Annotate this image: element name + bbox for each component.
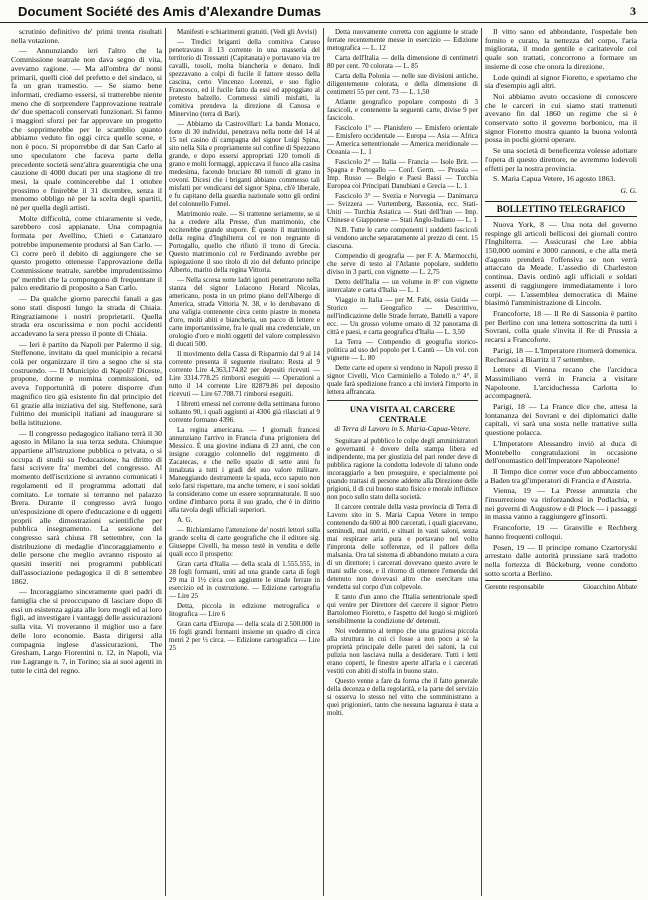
article-paragraph: Atlante geografico popolare composto di 3 fascicoli, e contenente la seguenti carte, divise 9 per fascicolo. [327,98,478,122]
page-number: 3 [630,3,636,18]
article-paragraph: — Abbiamo da Castrovillari: La banda Monaco, forte di 30 individui, penetrava nella notte del 14 al 15 nel casino di campagna del signor Luigi Spina, sito nella Sila e propriamente sul confine di Spezzano grande, e dopo essersi appropriati 120 tomoli di grano e molti formaggi, appiccava il fuoco alla casina medesima, facendo bruciare 80 tomoli di grano in covoni. Dicesi che i briganti abbiano commesso tali misfatti per vendicarsi del signor Spina, ch'è liberale, e fu capitano della guardia nazionale sotto gli ordini del colonnello Fumel. [169,120,320,208]
article-paragraph: Lode quindi al signor Fioretto, e speriamo che sia d'esempio agli altri. [485,72,637,91]
article-paragraph: Vienna, 19 — La Presse annunzia che l'insurrezione va rinforzandosi in Podlachia, e nei governi di Augustow e di Plock — i passaggi in massa vanno a raggiungere gl'insorti. [485,486,637,522]
column-3 [324,28,482,896]
article-paragraph: Noi abbiamo avuto occasione di conoscere che le carceri in cui siamo stati trattenuti avevano fin dal 1860 un regime che si è conservato sotto il governo borbonico, ma il signor Fioretto mostra quanto la buona volontà possa in pochi giorni operare. [485,91,637,145]
page-footer [485,580,637,591]
article-paragraph: Dette carte ed opere si vendono in Napoli presso il signor Civelli, Vico Carminiello a Toledo n.° 4°, il quale farà spedizione franco a chi invierà l'importo in lettera affrancata. [327,364,478,396]
article-paragraph: Detta nuovamente corretta con aggiunte le strade ferrate recentemente messe in esercizio — Edizione metografica — L. 12 [327,28,478,52]
article-paragraph: La Terra — Compendio di geografia storico-politica ad uso del popolo per I. Cantù — Un vol. con vignette — L. 80 [327,338,478,362]
article-paragraph: Noi vedemmo al tempo che una graziosa piccola alla struttura in cui ci fosse a non poco a sè la proprietà principale delle pareti dei saloni, la cui pulizia non lasciava nulla a desiderare. Tutti i letti erano coperti, le finestre aperte all'aria e i carcerati vestiti con abiti di stoffa in buono stato. [327,627,478,675]
article-paragraph: Compendio di geografia — per F. A. Marmocchi, che serve di testo al l'Atlante popolare, suddetto diviso in 3 parti, con vignette — L. 2,75 [327,252,478,276]
section-subtitle: di Terra di Lavoro in S. Maria-Capua-Vetere. [334,424,471,433]
article-paragraph: La regina americana. — I giornali francesi annunziano l'arrivo in Francia d'una prigioniera del Messico. È una giovine indiana di 23 anni, che con insigne coraggio colonnello del reggimento di Zacatecas, e che nello spazio di sette anni fu innalzata a tutti i gradi del suo valore militare. Maneggiando destramente la spada, ecco saputo non solo farsi rispettare, ma anche temere, e i suoi soldati la considerano come un essere soprannaturale. Il suo ordine d'imbarco porta il suo grado, che è in diritto alla tavola degli ufficiali superiori. [169,426,320,514]
article-paragraph: — Richiamiamo l'attenzione de' nostri lettori sulla grande scelta di carte geografiche che il editore sig. Giuseppe Civelli, ha messo testè in vendita e delle quali ecco il prospetto: [169,526,320,558]
article-paragraph: Il movimento della Cassa di Risparmio dal 9 al 14 corrente presenta il seguente risultato: Resta al 9 corrente Lire 4,363,174.82 per depositi ricevuti — Lire 3314.778.25 rimborsi eseguiti — Operazioni a tutto il 14 corrente Lire 82879.86 pel deposito ricevuti — Lire 67.708.71 rimborsi eseguiti. [169,350,320,398]
article-paragraph: Il vitto sano ed abbondante, l'ospedale ben fornito e curato, la nettezza del corpo, l'aria migliorata, il modo gentile e caritatevole col quale son trattati, concorrono a formare un insieme di cose che onora la direzione. [485,28,637,71]
article-paragraph: Viaggio in Italia — per M. Fabi, ossia Guida — Storico — Geografico — Descrittivo, nell'indicazione delle Strade ferrate, Battelli a vapore ecc. — Un grosso volume ornato di 32 panorama di città e paesi, e carta geografica d'Italia — L. 3,50 [327,296,478,336]
column-2 [166,28,324,896]
article-paragraph: Fascicolo 1° — Planisfero — Emisfero orientale — Emisfero occidentale — Europa — Asia — Africa — America settentrionale — America meridionale — Oceania — L. 1 [327,124,478,156]
article-paragraph: N.B. Tutte le carte componenti i suddetti fascicoli si vendono anche separatamente al prezzo di cent. 15 ciascuna. [327,226,478,250]
section-title: UNA VISITA AL CARCERE CENTRALE [349,404,456,424]
article-paragraph: — Incoraggiamo sinceramente quei padri di famiglia che si preoccupano di lasciare dopo di essi un esistenza agiata alle loro mogli ed ai loro figli, ad investigare i vantaggi delle assicurazioni sulla vita. Vi troveranno il miglior uso a fare delle loro economie. Basta dirigersi alla compagnia inglese d'assicurazioni, The Gresham, Largo Fiorentini n. 12, in Napoli, via rue Lagrange n. 7, in Torino; sia ai suoi agenti in tutte le città del regno. [11,587,162,675]
article-paragraph: A. G. [177,516,193,524]
article-paragraph: — Da qualche giorno parecchi fanali a gas sono stati disposti lungo la strada di Chiaia. Ringraziamone i nostri proprietarii. Quella strada era oscurissima e non pochi accidenti accadevano la sera presso il ponte di Chiaia. [11,294,162,338]
article-paragraph: Parigi, 18 — L'Imperatore ritornerà domenica. Recherassi a Biarritz il 7 settembre. [485,345,637,364]
article-paragraph: Questo venne a fare da forma che il fatto generale della decenza e della regolarità, e la parte del servizio si osserva lo stesso nel vitto che somministrano a quei prigionieri, tanto che nessuna lagnanza è stata a molti. [327,677,478,717]
article-paragraph: — Tredici briganti della comitiva Caruso penetravano il 13 corrente in una masseria del territorio di Tressanti (Capitanata) e portavano via tre cavalli, tosoli, molta biancheria e denaro. Indi spezzavano a colpi di fucile il fattore stesso della cascina, certo Vincenzo Lorenzi, e suo figlio Francesco, ed il fucile fatto da essi ed appoggiato al pretesto balzello. Commessi simili misfatti, la comitiva prendeva la direzione di Canosa e Minervino (terra di Bari). [169,38,320,118]
column-1 [8,28,166,896]
article-paragraph: Il Tempo dice correr voce d'un abboccamento a Baden tra gl'imperatori di Francia e d'Austria. [485,466,637,485]
column-4 [482,28,640,896]
article-paragraph: — Ieri è partito da Napoli per Palermo il sig. Steffenone, invitato da quel municipio a recarsi colà per organizzare il tiro a segno che si sta costruendo. — Il Municipio di Napoli? Diceste, propone, dorme e nomina commissioni, ed aveva l'opportunità di potere disporre d'un magnifico tiro già esistente fin dal principio del 61 grazie alla iniziativa del sig. Steffenone, sarà l'ultimo dei municipii italiani ad inaugurare si bella istituzione. [11,339,162,427]
article-paragraph: Il carcere centrale della vasta provincia di Terra di Lavoro sito in S. Maria Capua Vetere in tempo contenendo da 600 ai 800 carcerati, i quali giacevano, seminudi, mal nutriti, e situati in vasti saloni, senza mai respirare aria pura e portavano nel volto l'impronta delle sofferenze, ed il pallore della malsania. Ora tal sistema di abbandono mutato a cura di un direttore; i carcerati dovevano questo avere le mani sulle cose, e il ritorno di ottenere l'emenda del detenuto non dovevasi altro che esercitare una vendetta sul corpo d'un colpevole. [327,503,478,591]
article-paragraph: Detta, piccola in edizione metrografica e litografica — Lire 6 [169,602,320,618]
article-paragraph: E tanto d'un anno che l'Italia settentrionale spedì qui venire per Direttore del carcere il signor Pietro Bartolomeo Fioretto, e l'aspetto del luogo si migliorò sensibilmente la condizione de' detenuti. [327,593,478,625]
article-paragraph: Parigi, 18 — La France dice che, attesa la lontananza dei Sovrani e dei diplomatici dalle capitali, vi sarà una sosta nelle trattative sulla questione polacca. [485,402,637,438]
article-paragraph: Manifesti e schiarimenti gratuiti. (Vedi gli Avvisi) [177,28,317,36]
article-paragraph: Posen, 19 — Il principe romano Czartoryski arrestato dalle autorità prussiane sarà tradotto nella fortezza di Bückeburg, venne condotto sotto scorta a Berlino. [485,542,637,578]
article-paragraph: Gran carta d'Europa — della scala di 2.500.000 in 16 fogli grandi formanti insieme un quadro di circa metri 2 per ½ circa. — Edizione cartografica — Lire 25 [169,620,320,652]
article-paragraph: Lettere di Vienna recano che l'arciduca Massimiliano verrà in Francia a visitare Napoleone. L'arciduchessa Carlotta lo accompagnerà. [485,365,637,401]
article-paragraph: Detto dell'Italia — un volume in 8° con vignette intercalate e carta d'Italia — L. 1 [327,278,478,294]
footer-right: Gioacchino Abbate [583,583,637,592]
article-paragraph: — Nella scorsa notte ladri ignoti penetrarono nella stanza del signor Loiacono Horard Nicolas, americano, posta in un primo piano dell'Albergo di America, strada Vittoria N. 38, e lo derubavano di una valigia contenente circa cento piastre in moneta d'oro, molti abiti e biancheria, un pacco di lettere e carte importantissime, fra le quali una credenziale, un orologio d'oro e molti oggetti del valore complessivo di ducati 500. [169,276,320,348]
article-paragraph: Gran carta d'Italia — della scala di 1.555.555, in 28 fogli formanti, uniti ad una grande carta di fogli 29 ma il 1½ circa con aggiunte le strade ferrate in esercizio ed in costruzione. — Edizione cartografia — Lire 25 [169,560,320,600]
article-paragraph: Nuova York, 8 — Una nota del governo respinge gli articoli bellicosi dei giornali contro l'Inghilterra. — Assicurasi che Lee abbia 150,000 uomini e 3000 cannoni, e che alla metà d'agosto prenderà l'offensiva se non verrà attaccato da Meade. L'assedio di Charleston continua. Davis ordinò agli ufficiali e soldati assenti di raggiungere immediatamente i loro corpi. — L'assemblea democratica di Maine biasimò l'amministrazione di Lincoln. [485,219,637,308]
article-paragraph: L'Imperatore Alessandro inviò al duca di Montebello congratulazioni in occasione dell'onomastico dell'Imperatore Napoleone! [485,438,637,466]
bulletin-title: BOLLETTINO TELEGRAFICO [485,201,637,217]
columns [8,28,640,896]
article-paragraph: Fascicolo 2° — Italia — Francia — Isole Brit. — Spagna e Portogallo — Conf. Germ. — Prussia — Imp. Russo — Belgio e Paesi Bassi — Turchia Europea coi Principati Danubiani e Grecia — L. 1 [327,158,478,190]
section-heading [327,400,478,434]
article-paragraph: I libretti emessi nel corrente della settimana furono soltanto 90, i quali aggiunti ai 4306 già rilasciati al 9 corrente formano 4396. [169,400,320,424]
article-paragraph: S. Maria Capua Vetere, 16 agosto 1863. [493,174,616,184]
article-paragraph: — Il congresso pedagogico italiano terrà il 30 agosto in Milano la sua terza seduta. Chiunque appartiene all'istruzione pubblica o privata, o si occupa di studii su l'educazione, ha diritto di farsi scrivere fra' membri del congresso. Al momento dell'iscrizione si avranno comunicati i regolamenti ed il programma adottati dal comitato. Le tornate si terranno nel palazzo Brera. Durante il congresso avrà luogo un'esposizione di opere d'educazione e di oggetti proprii alle dimostrazioni scientifiche per pubblica insegnamento. La sessione del congresso sarà chiusa l'8 settembre, con la distribuzione di medaglie d'incoraggiamento e delle persone che meglio avranno risposto ai quesiti inseriti nei programmi pubblicati dall'associazione pedagogica il di 8 settembre 1862. [11,428,162,586]
article-paragraph: Francoforte, 19 — Granville e Rechberg hanno frequenti colloqui. [485,523,637,541]
article-paragraph: Se una società di beneficenza volesse adottare l'opera di questo direttore, ne avremmo lodevoli effetti per la nostra provincia. [485,146,637,173]
article-paragraph: scrutinio definitivo de' primi trenta risultati nella votazione. [11,28,162,45]
article-paragraph: Carta della Polonia — nelle sue divisioni antiche, diligentemente colorata, e della dimensione di centimetri 55 per cent. 73 — L. 1,50 [327,72,478,96]
page-header [0,0,648,23]
article-paragraph: Carta dell'Italia — della dimensione di centimetri 80 per cent. 70 colorata — L. 85 [327,54,478,70]
article-paragraph: Fascicolo 3° — Svezia e Norvegia — Danimarca — Svizzera — Vurtemberg, Bassonia, ecc. Stati-Uniti — Turchia Asiatica — Stati dell'Iran — Imp. Chinese e Giapponese — Stati Anglo-Indiano — L. 1 [327,192,478,224]
article-paragraph: Molte difficoltà, come chiaramente si vede, sarebbero così appianate. Una compagnia formata per Avellino, Chieti e Catanzaro potrebbe impunemente prodursi al San Carlo. — Ci corre però il debito di aggiungere che se questo progetto ottenesse l'approvazione della Commissione teatrale, sarebbe imprudentissimo pe' membri che la compongono di frequentare il palco ereditario di proposito a San Carlo. [11,213,162,293]
footer-left: Gerente responsabile [485,583,544,592]
article-paragraph: — Annunziando ieri l'altro che la Commissione teatrale non dava segno di vita, avevamo ragione. — Ma all'ombra de' nomi primarii, quelli cioè del prefetto e del sindaco, si fa un gran tramestio. — Se siamo bene informati, crediamo essersi, si tratterebbe niente meno che di sorprendere l'approvazione teatrale de' due spettacoli conservati funzionari. Si fanno i maggiori sforzi per far approvare un progetto che sopprimerebbe per le scamblio quanto abbiamo veduto fin oggi circa quelle scene, e non è poco. Si proporrebbe di dar San Carlo al uno speculatore che faceva parte della precedente società senz'altra guarentigia che una cauzione di 4000 ducati per una stagione di tre mesi, la quale comincerebbe dal 1 ottobre prossimo e finirebbe il 31 dicembre, senza il menomo obbligo nè per la scelta degli spartiti, nè per quella degli artisti. [11,46,162,213]
article-paragraph: Seguitare al pubblico le colpe degli amministratori e governanti è dovere della stampa libera ed indipendente, ma per giustizia del pari render deve di pubblica ragione la condotta lodevole di taluno onde incoraggiarlo a ben proseguire, e specialmente poi quando trattasi di persone addette alla Direzione delle prigioni, il di cui buono stato fisico e morale influisce non poco sullo stato della società. [327,437,478,501]
article-paragraph: Matrimonio reale. — Si trattenne seriamente, se si ha a credere alla Presse, d'un matrimonio, che ecciterebbe grande stupore. È questo il matrimonio della regina d'Inghilterra col re non regnante di Portogallo, quello che rifiutò il trono di Grecia. Questo matrimonio col re Ferdinando avrebbe per ispiegazione il suo titolo di zio del defunto principe Alberto, marito della regina Vittoria. [169,210,320,274]
document-title: Document Société des Amis d'Alexandre Dumas [18,3,322,19]
signature: G. G. [620,185,637,195]
article-paragraph: Francoforte, 18 — Il Re di Sassonia è partito per Berlino con una lettera sottoscritta da tutti i Sovrani, colla quale s'invita il Re di Prussia a recarsi a Francoforte. [485,308,637,345]
